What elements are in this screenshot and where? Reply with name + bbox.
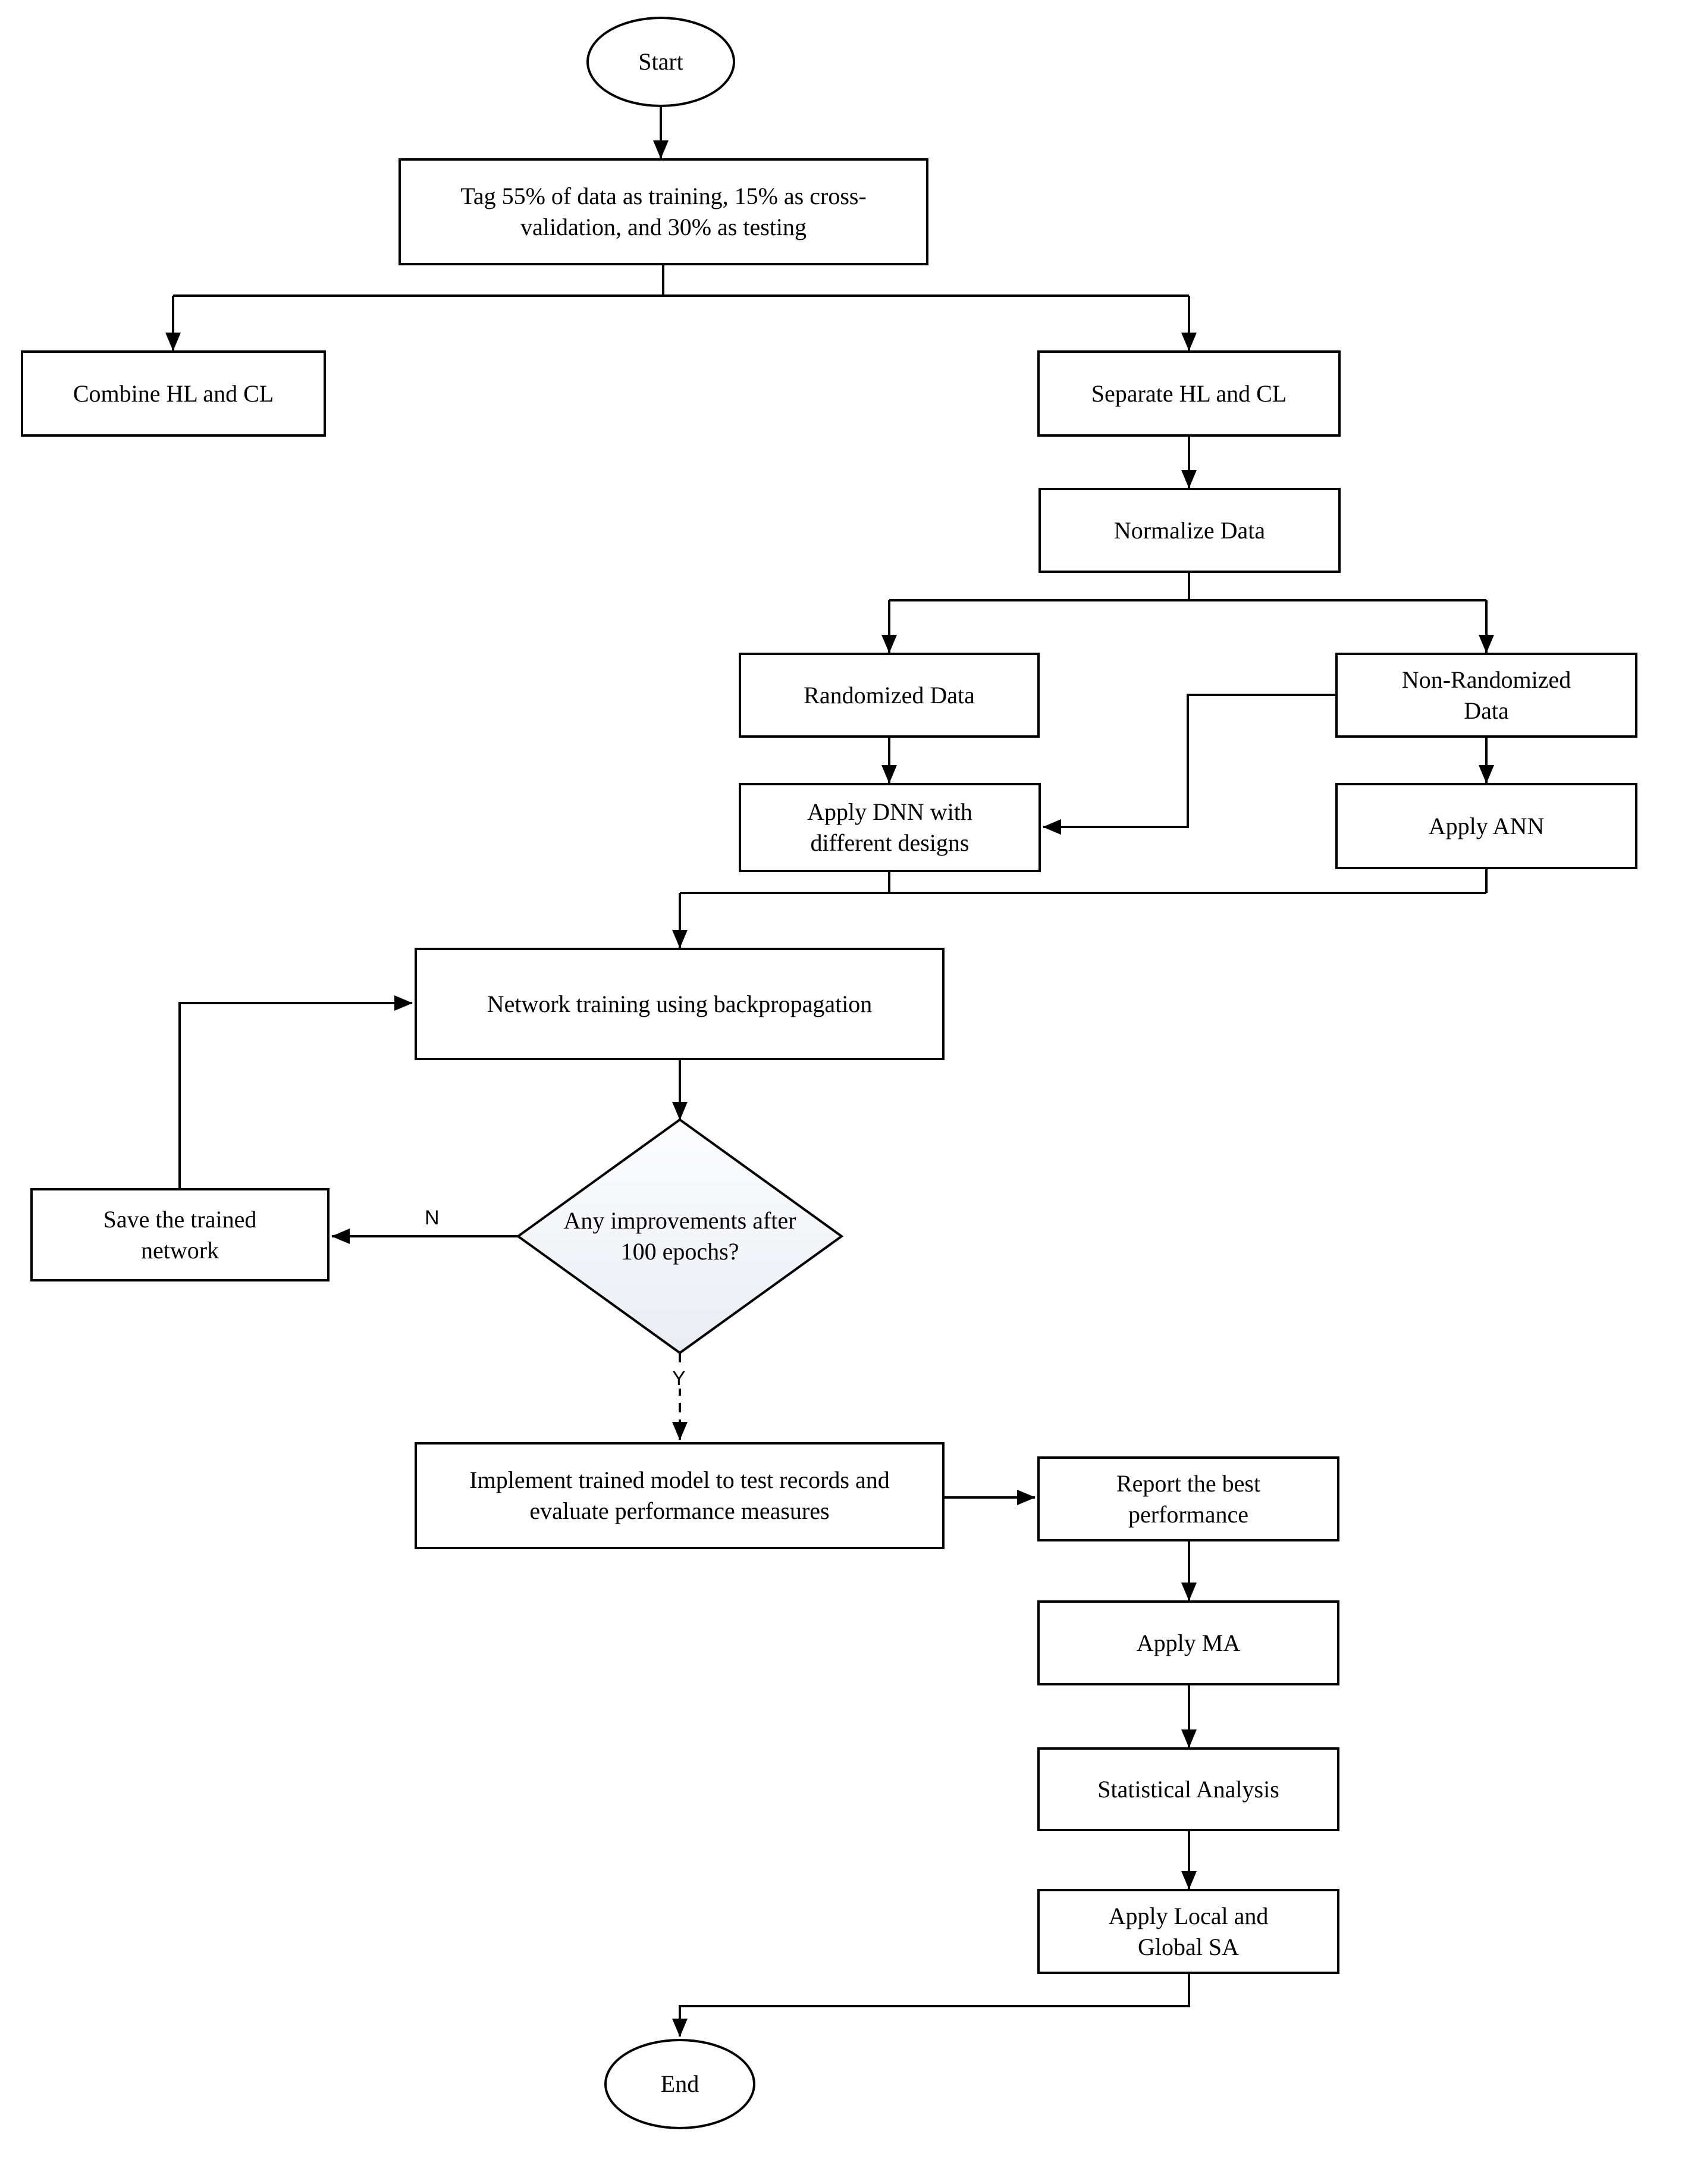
- node-report-best-performance: [1037, 1456, 1339, 1541]
- node-tag-data-split-label: Tag 55% of data as training, 15% as cross-validation, and 30% as testing: [460, 183, 867, 240]
- node-tag-data-split: [399, 158, 928, 265]
- node-apply-ma: [1037, 1600, 1339, 1685]
- node-statistical-analysis: [1037, 1747, 1339, 1831]
- node-start: [586, 17, 735, 107]
- node-apply-ann: [1335, 783, 1637, 869]
- node-randomized-data-label: Randomized Data: [804, 681, 975, 709]
- edge-sa-to-end: [680, 1974, 1189, 2036]
- node-non-randomized-data-label: Non-Randomized Data: [1401, 666, 1571, 724]
- node-combine-hl-cl-label: Combine HL and CL: [73, 380, 274, 407]
- edge-nonrandomized-to-dnn: [1043, 695, 1335, 827]
- node-start-label: Start: [638, 48, 683, 75]
- node-apply-dnn: [739, 783, 1041, 872]
- node-save-trained-network: [30, 1188, 330, 1281]
- node-combine-hl-cl: [21, 350, 326, 437]
- node-non-randomized-data: [1335, 653, 1637, 738]
- node-implement-trained-model-label: Implement trained model to test records and evaluate performance measures: [469, 1467, 890, 1524]
- edge-label-no: N: [420, 1208, 444, 1228]
- node-save-trained-network-label: Save the trained network: [103, 1205, 257, 1264]
- node-apply-local-global-sa-label: Apply Local and Global SA: [1108, 1902, 1269, 1960]
- node-normalize-data-label: Normalize Data: [1113, 516, 1266, 544]
- node-apply-ann-label: Apply ANN: [1428, 812, 1545, 839]
- node-report-best-performance-label: Report the best performance: [1116, 1469, 1261, 1528]
- node-network-training-label: Network training using backpropagation: [487, 990, 873, 1017]
- node-decision-improvements-label: Any improvements after 100 epochs?: [563, 1207, 796, 1265]
- edge-save-to-training-loop: [180, 1003, 412, 1188]
- node-normalize-data: [1038, 488, 1341, 573]
- node-separate-hl-cl-label: Separate HL and CL: [1091, 380, 1287, 407]
- node-apply-ma-label: Apply MA: [1136, 1629, 1241, 1656]
- node-end-label: End: [660, 2070, 699, 2097]
- node-end: [604, 2039, 755, 2129]
- node-apply-dnn-label: Apply DNN with different designs: [807, 798, 972, 856]
- node-implement-trained-model: [415, 1442, 945, 1549]
- node-statistical-analysis-label: Statistical Analysis: [1097, 1775, 1279, 1803]
- node-decision-improvements: [518, 1120, 842, 1353]
- node-network-training: [415, 948, 945, 1060]
- node-randomized-data: [739, 653, 1040, 738]
- edge-label-yes: Y: [667, 1368, 691, 1389]
- node-separate-hl-cl: [1037, 350, 1341, 437]
- node-apply-local-global-sa: [1037, 1889, 1339, 1974]
